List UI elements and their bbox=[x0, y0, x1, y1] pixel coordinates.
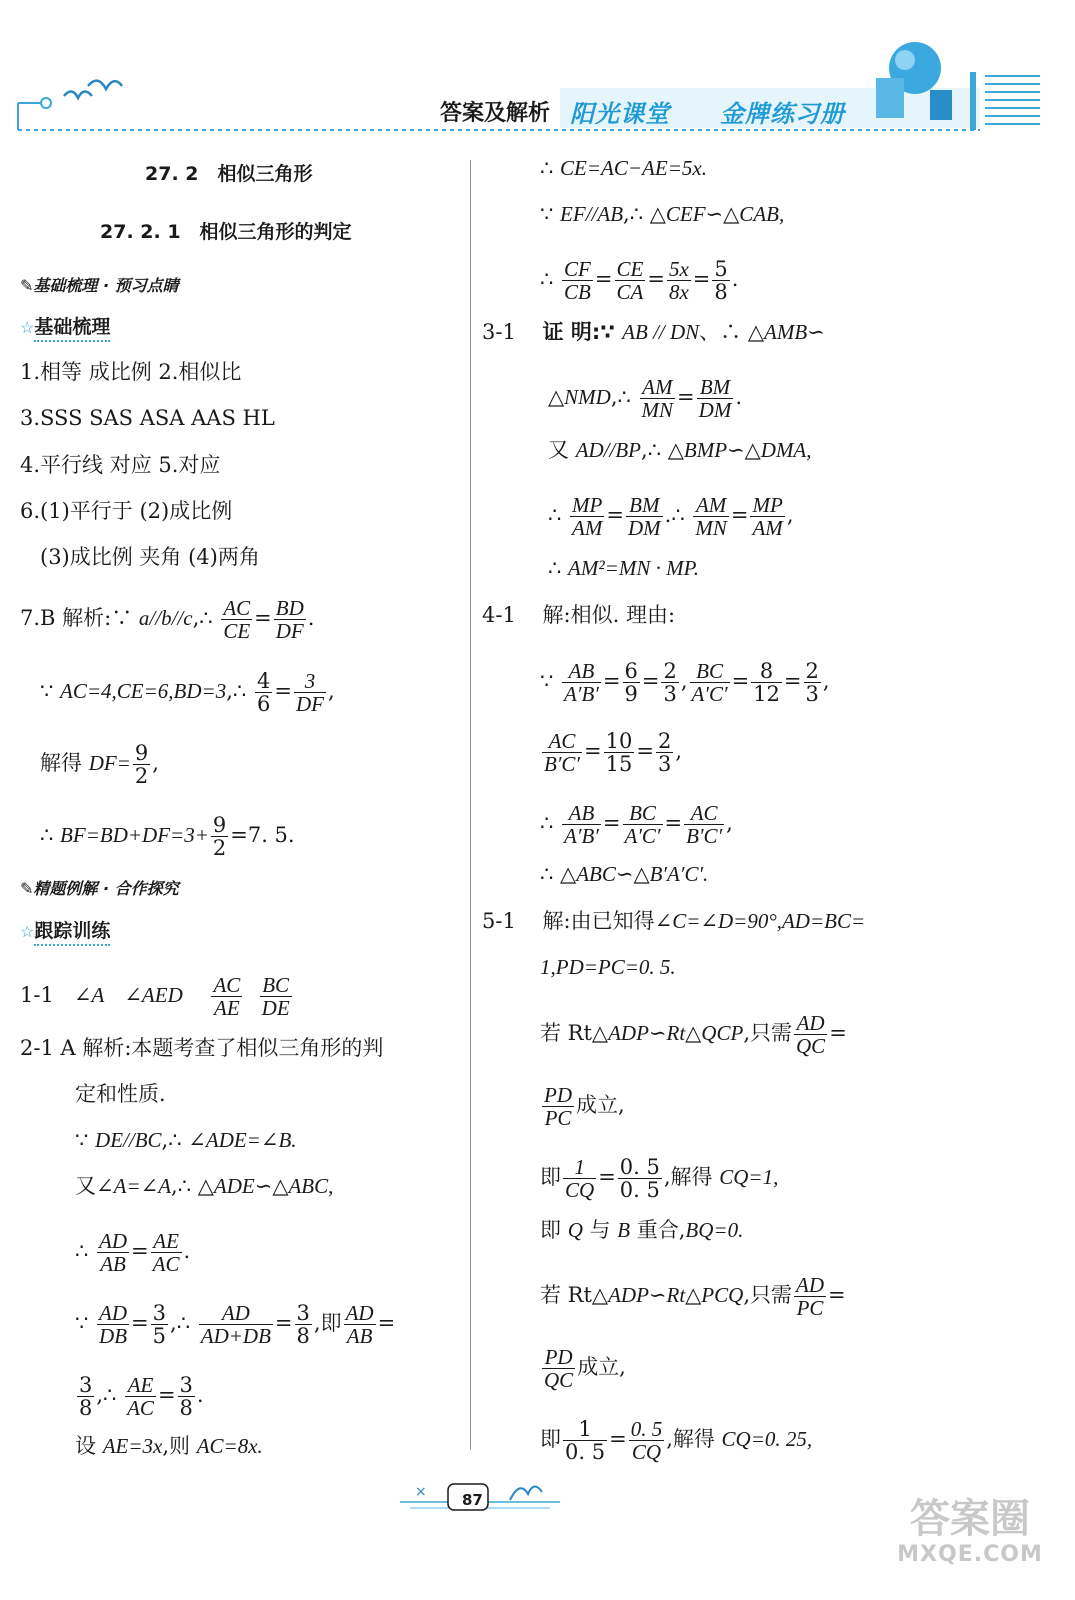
q7-line-1: 7.B 解析:∵ a//b//c,∴ $\frac{AC}{CE}$ = $\frac{BD}{DF}$ . bbox=[20, 596, 315, 643]
fraction: $\frac{AM}{MN}$ bbox=[695, 493, 727, 540]
section-heading-basics: ✎基础梳理 · 预习点睛 bbox=[20, 276, 179, 295]
fraction: $\frac{5}{8}$ bbox=[714, 257, 728, 304]
page-number: 87 bbox=[462, 1491, 483, 1509]
q3-1-line-2: △NMD,∴ $\frac{AM}{MN}$ = $\frac{BM}{DM}$ . bbox=[548, 375, 743, 422]
q2-1-line-2: 定和性质. bbox=[75, 1082, 166, 1106]
fraction: $\frac{CE}{CA}$ bbox=[616, 257, 644, 304]
fraction: $\frac{AD}{QC}$ bbox=[796, 1011, 826, 1058]
watermark: 答案圈 MXQE.COM bbox=[897, 1496, 1043, 1567]
fraction: $\frac{10}{15}$ bbox=[605, 729, 633, 776]
fraction: $\frac{2}{3}$ bbox=[657, 729, 672, 776]
fraction: $\frac{3}{DF}$ bbox=[295, 669, 324, 716]
q5-1-line-4: $\frac{PD}{PC}$ 成立, bbox=[544, 1083, 625, 1130]
fraction: $\frac{1}{CQ}$ bbox=[565, 1155, 595, 1202]
r-line-2: ∵ EF//AB,∴ △CEF∽△CAB, bbox=[540, 202, 785, 226]
tag-practice: ☆跟踪训练 bbox=[20, 916, 110, 946]
fraction: $\frac{AD}{PC}$ bbox=[796, 1273, 824, 1320]
q5-1-line-5: 即 $\frac{1}{CQ}$ = $\frac{0. 5}{0. 5}$ ,解得 CQ=1, bbox=[540, 1155, 779, 1202]
fraction: $\frac{AC}{AE}$ bbox=[213, 973, 241, 1020]
fraction: $\frac{MP}{AM}$ bbox=[572, 493, 603, 540]
q4-1-line-5: ∴ △ABC∽△B′A′C′. bbox=[540, 862, 709, 886]
q7-line-4: ∴ BF=BD+DF=3+ $\frac{9}{2}$ =7. 5. bbox=[40, 813, 295, 860]
section-heading-examples: ✎精题例解 · 合作探究 bbox=[20, 879, 179, 898]
fraction: $\frac{3}{8}$ bbox=[179, 1373, 193, 1420]
fraction: $\frac{AE}{AC}$ bbox=[127, 1373, 154, 1420]
section-title-27-2: 27. 2 相似三角形 bbox=[145, 163, 313, 185]
fraction: $\frac{3}{8}$ bbox=[296, 1301, 310, 1348]
fraction: $\frac{CF}{CB}$ bbox=[564, 257, 591, 304]
fraction: $\frac{AE}{AC}$ bbox=[152, 1229, 180, 1276]
fraction: $\frac{BD}{DF}$ bbox=[275, 596, 304, 643]
q2-1-line-3: ∵ DE//BC,∴ ∠ADE=∠B. bbox=[75, 1128, 297, 1152]
answer-line-4: 6.(1)平行于 (2)成比例 bbox=[20, 499, 233, 523]
q2-1-line-6: ∵ $\frac{AD}{DB}$ = $\frac{3}{5}$ ,∴ $\frac{AD}{AD+DB}$ = $\frac{3}{8}$ ,即 $\frac{AD}{AB}$ = bbox=[75, 1301, 396, 1348]
fraction: $\frac{9}{2}$ bbox=[134, 741, 149, 788]
fraction: $\frac{0. 5}{0. 5}$ bbox=[619, 1155, 660, 1202]
fraction: $\frac{AD}{AB}$ bbox=[99, 1229, 128, 1276]
r-line-3: ∴ $\frac{CF}{CB}$ = $\frac{CE}{CA}$ = $\frac{5x}{8x}$ = $\frac{5}{8}$ . bbox=[540, 257, 739, 304]
fraction: $\frac{AC}{CE}$ bbox=[223, 596, 251, 643]
q4-1-line-4: ∴ $\frac{AB}{A'B'}$ = $\frac{BC}{A'C'}$ = $\frac{AC}{B'C'}$ , bbox=[540, 801, 733, 848]
section-title-27-2-1: 27. 2. 1 相似三角形的判定 bbox=[100, 221, 352, 243]
answer-line-3: 4.平行线 对应 5.对应 bbox=[20, 453, 221, 477]
fraction: $\frac{4}{6}$ bbox=[256, 669, 271, 716]
q5-1-line-7: 若 Rt△ADP∽Rt△PCQ,只需 $\frac{AD}{PC}$ = bbox=[540, 1273, 846, 1320]
header-brand-b: 金牌练习册 bbox=[720, 100, 845, 128]
answer-line-1: 1.相等 成比例 2.相似比 bbox=[20, 360, 242, 384]
q2-1-line-8: 设 AE=3x,则 AC=8x. bbox=[75, 1434, 263, 1458]
fraction: $\frac{BM}{DM}$ bbox=[698, 375, 732, 422]
fraction: $\frac{MP}{AM}$ bbox=[752, 493, 783, 540]
q3-1-line-3: 又 AD//BP,∴ △BMP∽△DMA, bbox=[548, 438, 812, 462]
pencil-icon: ✎ bbox=[20, 276, 34, 295]
q4-1-line-2: ∵ $\frac{AB}{A'B'}$ = $\frac{6}{9}$ = $\frac{2}{3}$ , $\frac{BC}{A'C'}$ = $\frac{8}{12}$ = $\frac{2}{3}$ , bbox=[540, 659, 830, 706]
page-header bbox=[0, 0, 1075, 140]
q4-1-line-1: 4-1 解:相似. 理由: bbox=[482, 603, 676, 627]
star-icon: ☆ bbox=[20, 922, 35, 941]
header-section-label: 答案及解析 bbox=[440, 101, 551, 126]
q2-1-line-7: $\frac{3}{8}$ ,∴ $\frac{AE}{AC}$ = $\frac{3}{8}$ . bbox=[79, 1373, 204, 1420]
header-brand-a: 阳光课堂 bbox=[570, 100, 670, 128]
q2-1-line-1: 2-1 A 解析:本题考查了相似三角形的判 bbox=[20, 1036, 384, 1060]
q3-1-line-4: ∴ $\frac{MP}{AM}$ = $\frac{BM}{DM}$ .∴ $\frac{AM}{MN}$ = $\frac{MP}{AM}$ , bbox=[548, 493, 794, 540]
fraction: $\frac{3}{5}$ bbox=[152, 1301, 167, 1348]
column-divider bbox=[470, 160, 471, 1450]
fraction: $\frac{AC}{B'C'}$ bbox=[686, 801, 723, 848]
fraction: $\frac{3}{8}$ bbox=[79, 1373, 93, 1420]
fraction: $\frac{5x}{8x}$ bbox=[668, 257, 689, 304]
fraction: $\frac{AD}{AB}$ bbox=[345, 1301, 374, 1348]
q5-1-line-6: 即 Q 与 B 重合,BQ=0. bbox=[540, 1218, 744, 1242]
fraction: $\frac{AB}{A'B'}$ bbox=[564, 659, 599, 706]
answer-line-2: 3.SSS SAS ASA AAS HL bbox=[20, 406, 275, 430]
q1-1-line: 1-1 ∠A ∠AED $\frac{AC}{AE}$ $\frac{BC}{DE}$ bbox=[20, 973, 290, 1020]
q5-1-line-1: 5-1 解:由已知得∠C=∠D=90°,AD=BC= bbox=[482, 909, 866, 933]
fraction: $\frac{BC}{DE}$ bbox=[261, 973, 290, 1020]
q3-1-line-5: ∴ AM²=MN · MP. bbox=[548, 556, 699, 580]
q5-1-line-9: 即 $\frac{1}{0. 5}$ = $\frac{0. 5}{CQ}$ ,解得 CQ=0. 25, bbox=[540, 1417, 813, 1464]
r-line-1: ∴ CE=AC−AE=5x. bbox=[540, 156, 707, 180]
fraction: $\frac{AB}{A'B'}$ bbox=[564, 801, 599, 848]
fraction: $\frac{PD}{PC}$ bbox=[544, 1083, 572, 1130]
q5-1-line-2: 1,PD=PC=0. 5. bbox=[540, 955, 676, 979]
fraction: $\frac{AC}{B'C'}$ bbox=[544, 729, 581, 776]
fraction: $\frac{BC}{A'C'}$ bbox=[624, 801, 661, 848]
fraction: $\frac{BC}{A'C'}$ bbox=[691, 659, 728, 706]
fraction: $\frac{BM}{DM}$ bbox=[627, 493, 661, 540]
star-icon: ☆ bbox=[20, 318, 35, 337]
q4-1-line-3: $\frac{AC}{B'C'}$ = $\frac{10}{15}$ = $\frac{2}{3}$ , bbox=[544, 729, 683, 776]
q2-1-line-5: ∴ $\frac{AD}{AB}$ = $\frac{AE}{AC}$ . bbox=[75, 1229, 191, 1276]
q3-1-line-1: 3-1 证 明:∵ AB // DN、∴ △AMB∽ bbox=[482, 320, 825, 344]
fraction: $\frac{6}{9}$ bbox=[624, 659, 638, 706]
fraction: $\frac{AM}{MN}$ bbox=[641, 375, 674, 422]
fraction: $\frac{PD}{QC}$ bbox=[544, 1345, 574, 1392]
fraction: $\frac{8}{12}$ bbox=[753, 659, 780, 706]
tag-basics: ☆基础梳理 bbox=[20, 312, 110, 342]
q5-1-line-8: $\frac{PD}{QC}$ 成立, bbox=[544, 1345, 626, 1392]
q7-line-3: 解得 DF= $\frac{9}{2}$ , bbox=[40, 741, 159, 788]
answer-line-5: (3)成比例 夹角 (4)两角 bbox=[40, 545, 260, 569]
pencil-icon: ✎ bbox=[20, 879, 34, 898]
fraction: $\frac{9}{2}$ bbox=[212, 813, 227, 860]
q5-1-line-3: 若 Rt△ADP∽Rt△QCP,只需 $\frac{AD}{QC}$ = bbox=[540, 1011, 847, 1058]
fraction: $\frac{2}{3}$ bbox=[663, 659, 677, 706]
fraction: $\frac{0. 5}{CQ}$ bbox=[630, 1417, 663, 1464]
q7-line-2: ∵ AC=4,CE=6,BD=3,∴ $\frac{4}{6}$ = $\frac{3}{DF}$ , bbox=[40, 669, 335, 716]
fraction: $\frac{AD}{DB}$ bbox=[99, 1301, 128, 1348]
fraction: $\frac{2}{3}$ bbox=[805, 659, 819, 706]
q2-1-line-4: 又∠A=∠A,∴ △ADE∽△ABC, bbox=[75, 1174, 334, 1198]
fraction: $\frac{1}{0. 5}$ bbox=[565, 1417, 606, 1464]
svg-text:×: × bbox=[415, 1484, 427, 1500]
fraction: $\frac{AD}{AD+DB}$ bbox=[200, 1301, 271, 1348]
